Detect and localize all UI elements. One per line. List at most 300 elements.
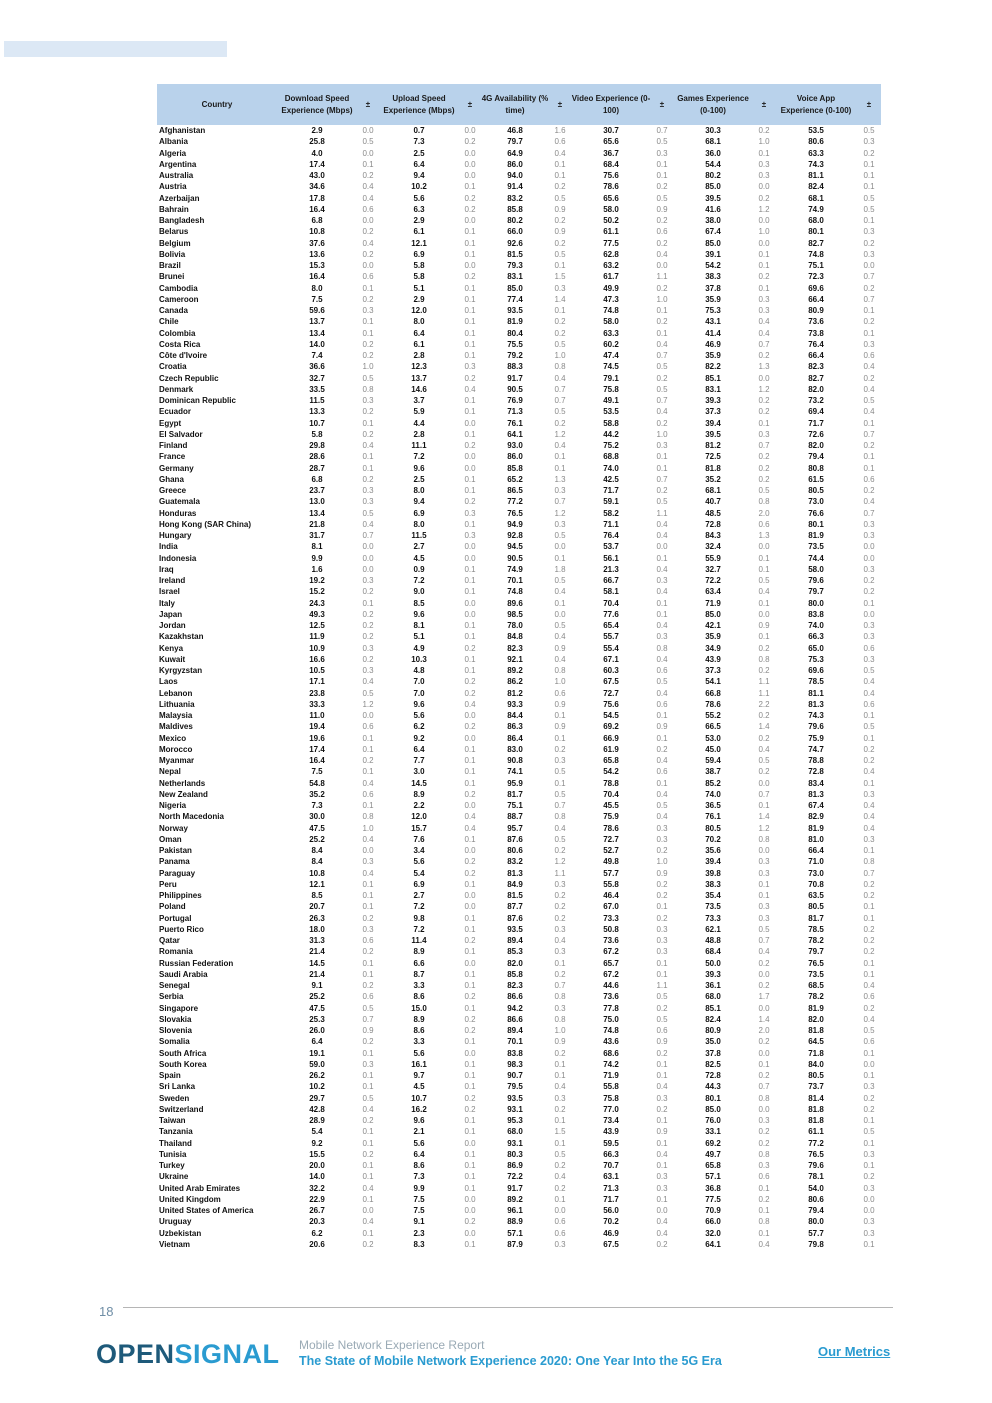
value-cell: 92.1 bbox=[507, 654, 523, 664]
value-cell: 82.7 bbox=[808, 373, 824, 383]
value-cell: 14.6 bbox=[411, 384, 427, 394]
value-cell: 6.1 bbox=[413, 339, 425, 349]
value-cell: 39.4 bbox=[705, 857, 721, 867]
value-cell: 67.5 bbox=[603, 677, 619, 687]
value-cell: 14.5 bbox=[411, 778, 427, 788]
country-cell: Portugal bbox=[159, 913, 192, 923]
error-cell: 0.1 bbox=[758, 1183, 770, 1193]
error-cell: 0.1 bbox=[464, 1037, 476, 1047]
error-cell: 0.1 bbox=[554, 1194, 566, 1204]
error-cell: 1.3 bbox=[758, 362, 770, 372]
error-cell: 0.1 bbox=[464, 587, 476, 597]
value-cell: 74.8 bbox=[603, 306, 619, 315]
value-cell: 10.7 bbox=[411, 1093, 427, 1103]
value-cell: 39.5 bbox=[705, 193, 721, 203]
error-cell: 0.4 bbox=[656, 339, 668, 349]
error-cell: 0.1 bbox=[863, 958, 875, 968]
error-cell: 0.6 bbox=[863, 1037, 875, 1047]
error-cell: 0.2 bbox=[863, 283, 875, 293]
error-cell: 0.4 bbox=[554, 1172, 566, 1182]
error-cell: 1.2 bbox=[362, 699, 374, 709]
error-cell: 0.2 bbox=[554, 891, 566, 900]
table-row bbox=[157, 946, 881, 957]
value-cell: 39.3 bbox=[705, 396, 721, 405]
value-cell: 21.4 bbox=[309, 947, 325, 957]
error-cell: 0.2 bbox=[758, 1138, 770, 1148]
error-cell: 0.1 bbox=[464, 182, 476, 192]
error-cell: 0.0 bbox=[758, 238, 770, 248]
country-cell: Brazil bbox=[159, 261, 181, 270]
error-cell: 0.1 bbox=[863, 902, 875, 912]
error-cell: 0.2 bbox=[863, 947, 875, 957]
value-cell: 66.3 bbox=[808, 632, 824, 642]
value-cell: 65.4 bbox=[603, 621, 619, 630]
error-cell: 0.1 bbox=[362, 1127, 374, 1137]
value-cell: 93.1 bbox=[507, 1104, 523, 1114]
value-cell: 68.6 bbox=[603, 1048, 619, 1058]
value-cell: 81.8 bbox=[808, 1026, 824, 1035]
error-cell: 0.1 bbox=[863, 969, 875, 979]
error-cell: 0.3 bbox=[863, 227, 875, 237]
value-cell: 43.9 bbox=[705, 654, 721, 664]
value-cell: 9.4 bbox=[413, 497, 425, 507]
value-cell: 79.1 bbox=[603, 373, 619, 383]
value-cell: 70.4 bbox=[603, 598, 619, 608]
table-row bbox=[157, 935, 881, 946]
value-cell: 35.4 bbox=[705, 891, 721, 900]
value-cell: 61.7 bbox=[603, 272, 619, 282]
value-cell: 55.4 bbox=[603, 643, 619, 653]
value-cell: 37.3 bbox=[705, 666, 721, 675]
value-cell: 47.3 bbox=[603, 294, 619, 304]
error-cell: 0.2 bbox=[863, 1172, 875, 1182]
error-cell: 0.1 bbox=[464, 407, 476, 417]
error-cell: 0.2 bbox=[362, 1037, 374, 1047]
table-row bbox=[157, 1126, 881, 1137]
value-cell: 5.6 bbox=[413, 1138, 425, 1148]
table-row bbox=[157, 1003, 881, 1014]
value-cell: 55.7 bbox=[603, 632, 619, 642]
value-cell: 75.3 bbox=[705, 306, 721, 315]
value-cell: 7.2 bbox=[413, 576, 425, 585]
error-cell: 0.4 bbox=[656, 688, 668, 698]
value-cell: 11.1 bbox=[411, 441, 427, 450]
error-cell: 0.1 bbox=[863, 1239, 875, 1249]
error-cell: 0.1 bbox=[362, 1138, 374, 1148]
error-cell: 0.1 bbox=[362, 1071, 374, 1080]
error-cell: 0.3 bbox=[362, 857, 374, 867]
error-cell: 0.2 bbox=[554, 317, 566, 327]
value-cell: 48.5 bbox=[705, 508, 721, 518]
value-cell: 15.5 bbox=[309, 1149, 325, 1159]
error-cell: 0.1 bbox=[656, 969, 668, 979]
value-cell: 82.0 bbox=[808, 1014, 824, 1024]
country-cell: Romania bbox=[159, 947, 193, 957]
error-cell: 0.2 bbox=[362, 351, 374, 360]
value-cell: 88.9 bbox=[507, 1217, 523, 1227]
logo-text bbox=[96, 1339, 280, 1370]
error-cell: 0.4 bbox=[656, 587, 668, 597]
error-cell: 0.1 bbox=[656, 1138, 668, 1148]
value-cell: 95.7 bbox=[507, 823, 523, 833]
error-cell: 0.0 bbox=[758, 182, 770, 192]
error-cell: 0.1 bbox=[656, 452, 668, 462]
error-cell: 0.0 bbox=[863, 1059, 875, 1069]
value-cell: 7.0 bbox=[413, 677, 425, 687]
error-cell: 0.2 bbox=[758, 666, 770, 675]
error-cell: 0.4 bbox=[362, 778, 374, 788]
value-cell: 87.6 bbox=[507, 913, 523, 923]
table-row bbox=[157, 1048, 881, 1059]
country-cell: United States of America bbox=[159, 1206, 254, 1215]
error-cell: 0.4 bbox=[656, 1217, 668, 1227]
error-cell: 0.7 bbox=[656, 474, 668, 484]
country-cell: Italy bbox=[159, 598, 176, 608]
error-cell: 0.2 bbox=[656, 846, 668, 855]
value-cell: 43.9 bbox=[603, 1127, 619, 1137]
value-cell: 68.1 bbox=[808, 193, 824, 203]
error-cell: 1.4 bbox=[758, 812, 770, 822]
value-cell: 70.4 bbox=[603, 789, 619, 799]
country-cell: Tunisia bbox=[159, 1149, 187, 1159]
value-cell: 70.1 bbox=[507, 576, 523, 585]
country-cell: Chile bbox=[159, 317, 179, 327]
table-row bbox=[157, 429, 881, 440]
country-cell: New Zealand bbox=[159, 789, 208, 799]
table-row bbox=[157, 260, 881, 271]
error-cell: 0.0 bbox=[758, 846, 770, 855]
value-cell: 84.4 bbox=[507, 711, 523, 720]
value-cell: 6.8 bbox=[311, 216, 323, 225]
value-cell: 69.6 bbox=[808, 283, 824, 293]
value-cell: 17.4 bbox=[309, 159, 325, 169]
table-row bbox=[157, 1149, 881, 1160]
error-cell: 0.1 bbox=[464, 474, 476, 484]
error-cell: 0.3 bbox=[464, 362, 476, 372]
country-cell: Netherlands bbox=[159, 778, 206, 788]
value-cell: 8.5 bbox=[311, 891, 323, 900]
value-cell: 39.1 bbox=[705, 249, 721, 259]
value-cell: 64.5 bbox=[808, 1037, 824, 1047]
error-cell: 0.9 bbox=[656, 1127, 668, 1137]
value-cell: 83.0 bbox=[507, 744, 523, 754]
value-cell: 55.2 bbox=[705, 711, 721, 720]
value-cell: 20.0 bbox=[309, 1161, 325, 1170]
value-cell: 4.0 bbox=[311, 148, 323, 158]
error-cell: 0.1 bbox=[362, 879, 374, 889]
value-cell: 6.4 bbox=[413, 328, 425, 338]
value-cell: 85.8 bbox=[507, 969, 523, 979]
value-cell: 12.3 bbox=[411, 362, 427, 372]
value-cell: 79.7 bbox=[808, 947, 824, 957]
error-cell: 0.3 bbox=[863, 1082, 875, 1092]
value-cell: 6.9 bbox=[413, 508, 425, 518]
value-cell: 75.6 bbox=[603, 699, 619, 709]
value-cell: 55.9 bbox=[705, 553, 721, 563]
country-cell: Kazakhstan bbox=[159, 632, 204, 642]
value-cell: 4.9 bbox=[413, 643, 425, 653]
error-cell: 0.1 bbox=[362, 891, 374, 900]
error-cell: 0.2 bbox=[362, 1239, 374, 1249]
value-cell: 26.3 bbox=[309, 913, 325, 923]
table-row bbox=[157, 766, 881, 777]
error-cell: 0.1 bbox=[758, 418, 770, 428]
value-cell: 10.8 bbox=[309, 868, 325, 878]
value-cell: 42.1 bbox=[705, 621, 721, 630]
country-cell: Finland bbox=[159, 441, 188, 450]
table-row bbox=[157, 1239, 881, 1250]
error-cell: 0.1 bbox=[464, 879, 476, 889]
error-cell: 0.8 bbox=[758, 834, 770, 844]
error-cell: 0.4 bbox=[362, 441, 374, 450]
value-cell: 77.5 bbox=[603, 238, 619, 248]
error-cell: 0.5 bbox=[554, 621, 566, 630]
col-video-pm: ± bbox=[651, 84, 673, 125]
error-cell: 0.0 bbox=[554, 542, 566, 552]
error-cell: 0.8 bbox=[863, 857, 875, 867]
country-cell: Ecuador bbox=[159, 407, 192, 417]
error-cell: 0.9 bbox=[656, 204, 668, 214]
value-cell: 10.2 bbox=[411, 182, 427, 192]
table-row bbox=[157, 418, 881, 429]
error-cell: 0.1 bbox=[863, 733, 875, 743]
value-cell: 9.0 bbox=[413, 587, 425, 597]
value-cell: 58.0 bbox=[603, 204, 619, 214]
value-cell: 6.4 bbox=[413, 744, 425, 754]
error-cell: 0.1 bbox=[362, 328, 374, 338]
value-cell: 64.9 bbox=[507, 148, 523, 158]
country-cell: United Kingdom bbox=[159, 1194, 221, 1204]
error-cell: 0.1 bbox=[464, 1003, 476, 1013]
value-cell: 77.2 bbox=[808, 1138, 824, 1148]
table-row bbox=[157, 991, 881, 1002]
table-row bbox=[157, 249, 881, 260]
value-cell: 26.7 bbox=[309, 1206, 325, 1215]
table-row bbox=[157, 665, 881, 676]
value-cell: 71.7 bbox=[808, 418, 824, 428]
error-cell: 0.0 bbox=[464, 1048, 476, 1058]
error-cell: 0.2 bbox=[656, 418, 668, 428]
error-cell: 0.2 bbox=[464, 1014, 476, 1024]
error-cell: 0.1 bbox=[758, 553, 770, 563]
value-cell: 58.0 bbox=[603, 317, 619, 327]
value-cell: 4.4 bbox=[413, 418, 425, 428]
error-cell: 0.7 bbox=[362, 1014, 374, 1024]
country-cell: Côte d'Ivoire bbox=[159, 351, 208, 360]
country-cell: Argentina bbox=[159, 159, 197, 169]
value-cell: 71.7 bbox=[603, 1194, 619, 1204]
error-cell: 0.2 bbox=[863, 1104, 875, 1114]
country-cell: Myanmar bbox=[159, 756, 195, 765]
value-cell: 85.2 bbox=[705, 778, 721, 788]
value-cell: 10.9 bbox=[309, 643, 325, 653]
table-row bbox=[157, 215, 881, 226]
error-cell: 1.0 bbox=[554, 677, 566, 687]
error-cell: 0.1 bbox=[656, 1116, 668, 1125]
error-cell: 0.1 bbox=[464, 654, 476, 664]
value-cell: 85.8 bbox=[507, 463, 523, 473]
value-cell: 72.3 bbox=[808, 272, 824, 282]
error-cell: 0.1 bbox=[464, 227, 476, 237]
error-cell: 0.3 bbox=[362, 396, 374, 405]
error-cell: 0.3 bbox=[863, 564, 875, 574]
error-cell: 0.3 bbox=[656, 1183, 668, 1193]
error-cell: 0.5 bbox=[863, 722, 875, 732]
error-cell: 0.4 bbox=[656, 621, 668, 630]
table-row bbox=[157, 744, 881, 755]
value-cell: 76.1 bbox=[507, 418, 523, 428]
col-voice: Voice App Experience (0-100) bbox=[775, 84, 857, 125]
table-row bbox=[157, 181, 881, 192]
country-cell: Turkey bbox=[159, 1161, 185, 1170]
table-row bbox=[157, 406, 881, 417]
value-cell: 80.3 bbox=[507, 1149, 523, 1159]
value-cell: 47.5 bbox=[309, 1003, 325, 1013]
value-cell: 34.6 bbox=[309, 182, 325, 192]
value-cell: 24.3 bbox=[309, 598, 325, 608]
value-cell: 75.9 bbox=[808, 733, 824, 743]
table-row bbox=[157, 305, 881, 316]
value-cell: 77.2 bbox=[507, 497, 523, 507]
country-cell: Russian Federation bbox=[159, 958, 234, 968]
value-cell: 43.6 bbox=[603, 1037, 619, 1047]
value-cell: 16.1 bbox=[411, 1059, 427, 1069]
error-cell: 0.1 bbox=[656, 159, 668, 169]
error-cell: 1.2 bbox=[554, 508, 566, 518]
error-cell: 0.6 bbox=[656, 227, 668, 237]
error-cell: 0.5 bbox=[362, 1003, 374, 1013]
header-accent-bar bbox=[4, 41, 227, 57]
value-cell: 59.1 bbox=[603, 497, 619, 507]
value-cell: 42.8 bbox=[309, 1104, 325, 1114]
error-cell: 0.1 bbox=[554, 553, 566, 563]
error-cell: 0.3 bbox=[656, 1093, 668, 1103]
error-cell: 0.3 bbox=[758, 902, 770, 912]
value-cell: 84.3 bbox=[705, 531, 721, 540]
value-cell: 80.2 bbox=[705, 171, 721, 180]
error-cell: 1.0 bbox=[362, 362, 374, 372]
error-cell: 1.1 bbox=[656, 508, 668, 518]
value-cell: 62.1 bbox=[705, 924, 721, 934]
table-row bbox=[157, 1081, 881, 1092]
error-cell: 0.4 bbox=[758, 587, 770, 597]
error-cell: 0.7 bbox=[362, 531, 374, 540]
value-cell: 82.0 bbox=[808, 384, 824, 394]
error-cell: 0.2 bbox=[554, 328, 566, 338]
error-cell: 0.3 bbox=[362, 643, 374, 653]
country-cell: Puerto Rico bbox=[159, 924, 204, 934]
value-cell: 71.3 bbox=[507, 407, 523, 417]
value-cell: 68.0 bbox=[808, 216, 824, 225]
error-cell: 0.9 bbox=[554, 1037, 566, 1047]
country-cell: Taiwan bbox=[159, 1116, 186, 1125]
error-cell: 0.2 bbox=[554, 182, 566, 192]
value-cell: 9.7 bbox=[413, 1071, 425, 1080]
value-cell: 81.3 bbox=[808, 699, 824, 709]
value-cell: 13.6 bbox=[309, 249, 325, 259]
error-cell: 0.2 bbox=[863, 317, 875, 327]
value-cell: 94.9 bbox=[507, 519, 523, 529]
value-cell: 53.7 bbox=[603, 542, 619, 552]
value-cell: 74.0 bbox=[705, 789, 721, 799]
error-cell: 0.4 bbox=[362, 1183, 374, 1193]
value-cell: 80.9 bbox=[808, 306, 824, 315]
error-cell: 0.1 bbox=[863, 1071, 875, 1080]
value-cell: 71.9 bbox=[705, 598, 721, 608]
error-cell: 0.3 bbox=[656, 576, 668, 585]
value-cell: 82.3 bbox=[507, 981, 523, 990]
error-cell: 0.9 bbox=[554, 643, 566, 653]
error-cell: 1.1 bbox=[758, 677, 770, 687]
error-cell: 0.5 bbox=[554, 834, 566, 844]
value-cell: 82.0 bbox=[507, 958, 523, 968]
col-country: Country bbox=[157, 84, 277, 125]
value-cell: 75.3 bbox=[808, 654, 824, 664]
value-cell: 86.6 bbox=[507, 992, 523, 1002]
value-cell: 54.8 bbox=[309, 778, 325, 788]
error-cell: 0.0 bbox=[362, 564, 374, 574]
value-cell: 8.4 bbox=[311, 846, 323, 855]
error-cell: 0.4 bbox=[863, 384, 875, 394]
error-cell: 0.2 bbox=[656, 913, 668, 923]
error-cell: 0.0 bbox=[464, 261, 476, 270]
error-cell: 0.0 bbox=[362, 1206, 374, 1215]
value-cell: 46.9 bbox=[603, 1228, 619, 1238]
value-cell: 37.3 bbox=[705, 407, 721, 417]
table-row bbox=[157, 496, 881, 507]
value-cell: 52.7 bbox=[603, 846, 619, 855]
value-cell: 55.8 bbox=[603, 879, 619, 889]
error-cell: 0.2 bbox=[863, 936, 875, 945]
value-cell: 8.9 bbox=[413, 947, 425, 957]
value-cell: 87.6 bbox=[507, 834, 523, 844]
value-cell: 87.9 bbox=[507, 1239, 523, 1249]
error-cell: 0.2 bbox=[554, 418, 566, 428]
value-cell: 82.4 bbox=[705, 1014, 721, 1024]
value-cell: 5.6 bbox=[413, 1048, 425, 1058]
value-cell: 5.6 bbox=[413, 193, 425, 203]
value-cell: 94.0 bbox=[507, 171, 523, 180]
value-cell: 53.5 bbox=[808, 126, 824, 135]
value-cell: 83.8 bbox=[507, 1048, 523, 1058]
error-cell: 0.1 bbox=[464, 1161, 476, 1170]
error-cell: 1.1 bbox=[758, 688, 770, 698]
error-cell: 0.2 bbox=[656, 373, 668, 383]
error-cell: 0.2 bbox=[758, 463, 770, 473]
value-cell: 75.1 bbox=[507, 801, 523, 810]
error-cell: 0.1 bbox=[464, 351, 476, 360]
error-cell: 0.1 bbox=[758, 148, 770, 158]
value-cell: 86.9 bbox=[507, 1161, 523, 1170]
value-cell: 54.2 bbox=[603, 767, 619, 777]
error-cell: 0.5 bbox=[656, 384, 668, 394]
value-cell: 73.5 bbox=[808, 542, 824, 552]
value-cell: 81.9 bbox=[808, 531, 824, 540]
error-cell: 0.1 bbox=[554, 463, 566, 473]
table-row bbox=[157, 586, 881, 597]
value-cell: 69.2 bbox=[705, 1138, 721, 1148]
value-cell: 81.9 bbox=[507, 317, 523, 327]
error-cell: 0.2 bbox=[863, 486, 875, 495]
error-cell: 0.4 bbox=[362, 834, 374, 844]
value-cell: 74.7 bbox=[808, 744, 824, 754]
value-cell: 63.3 bbox=[603, 328, 619, 338]
error-cell: 0.1 bbox=[464, 306, 476, 315]
our-metrics-link[interactable]: Our Metrics bbox=[818, 1344, 891, 1359]
country-cell: Nigeria bbox=[159, 801, 187, 810]
value-cell: 77.0 bbox=[603, 1104, 619, 1114]
value-cell: 71.7 bbox=[603, 486, 619, 495]
